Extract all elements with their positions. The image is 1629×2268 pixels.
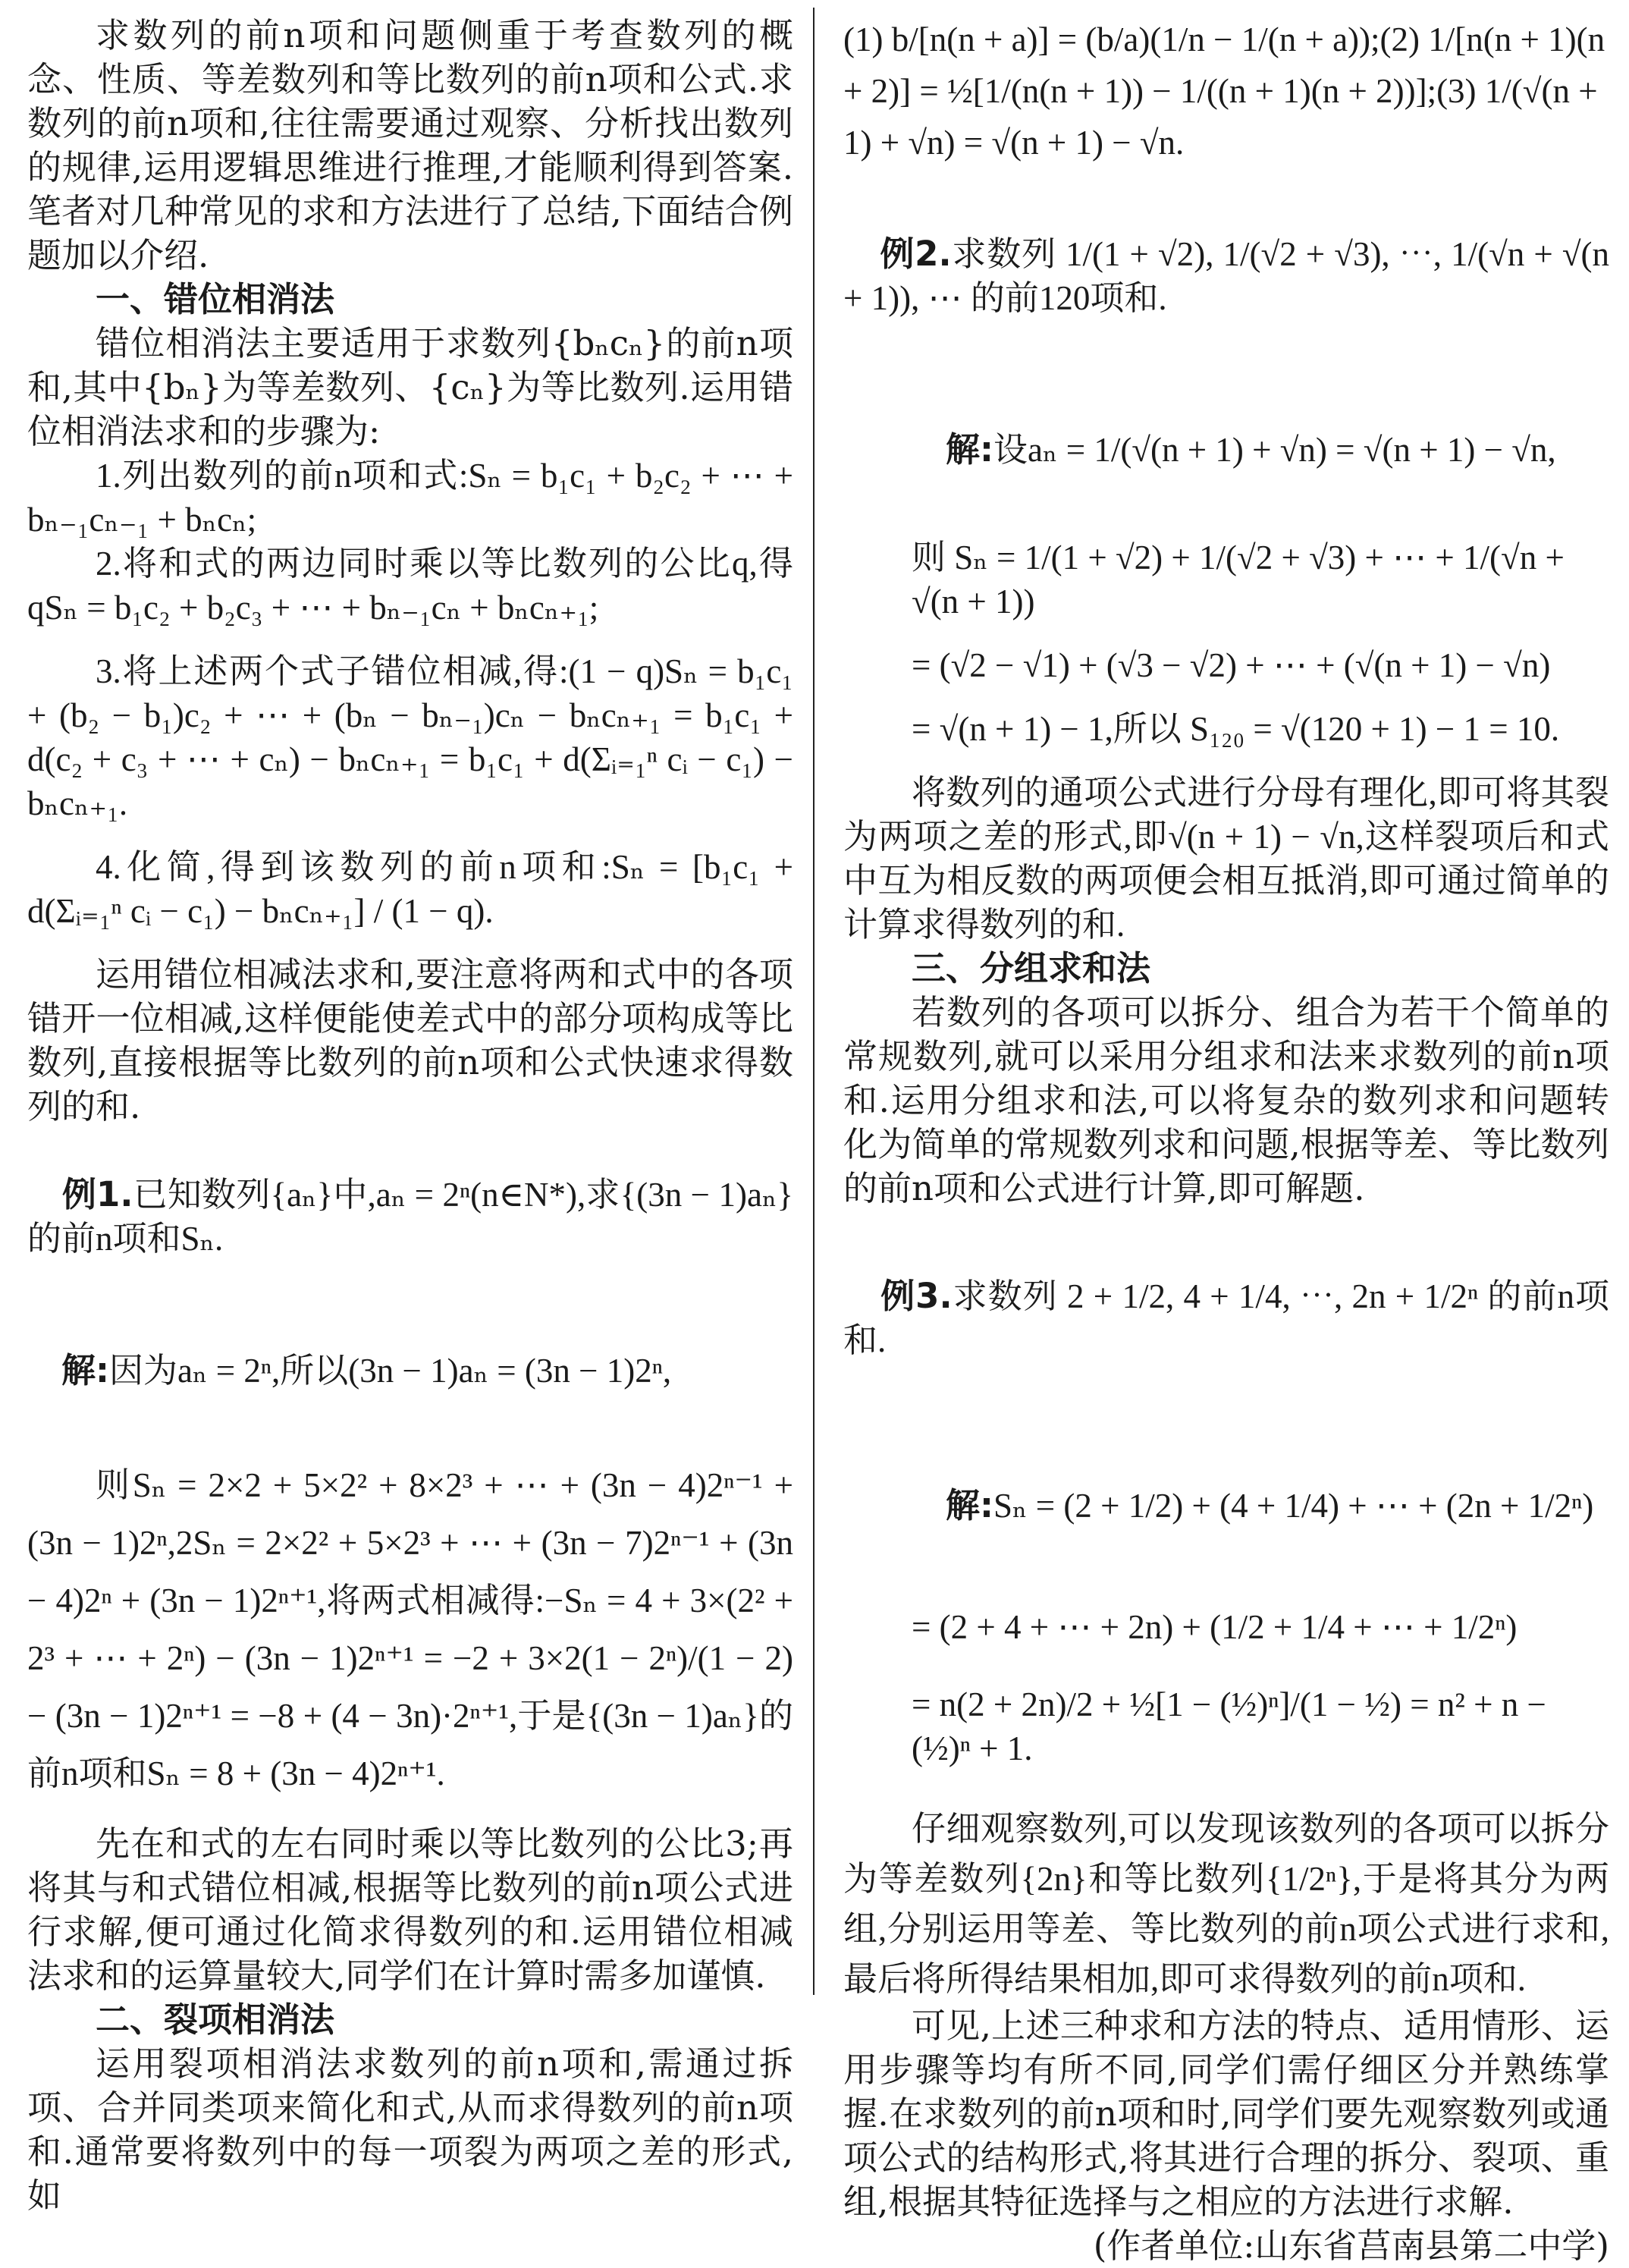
solution-label-2: 解: [946,429,993,470]
author-affiliation: (作者单位:山东省莒南县第二中学) [1093,2226,1609,2266]
example-2-commentary: 将数列的通项公式进行分母有理化,即可将其裂为两项之差的形式,即√(n + 1) − √n,这样裂项后和式中互为相反数的两项便会相互抵消,即可通过简单的计算求得数列的和. [843,774,1609,944]
example-3-result-line: = n(2 + 2n)/2 + ½[1 − (½)ⁿ]/(1 − ½) = n² + n − (½)ⁿ + 1. [912,1685,1555,1767]
example-1-solution-line-1 [27,1305,793,1437]
example-3-label: 例3. [880,1276,953,1316]
example-1-label: 例1. [61,1174,133,1214]
example-3-regroup-line: = (2 + 4 + ⋯ + 2n) + (1/2 + 1/4 + ⋯ + 1/2ⁿ) [912,1608,1518,1646]
example-2-solution-start: 设aₙ = 1/(√(n + 1) + √n) = √(n + 1) − √n, [993,431,1556,469]
example-3 [843,1230,1609,1406]
right-column [843,14,1618,2268]
example-1-commentary: 先在和式的左右同时乘以等比数列的公比3;再将其与和式错位相减,根据等比数列的前n项公式进行求解,便可通过化简求得数列的和.运用错位相减法求和的运算量较大,同学们在计算时需多加谨慎. [27,1824,793,1996]
step-2: 2.将和式的两边同时乘以等比数列的公比q,得qSₙ = b₁c₂ + b₂c₃ + ⋯ + bₙ₋₁cₙ + bₙcₙ₊₁; [27,545,793,627]
step-1: 1.列出数列的前n项和式:Sₙ = b₁c₁ + b₂c₂ + ⋯ + bₙ₋₁cₙ₋₁ + bₙcₙ; [27,457,802,539]
example-2-telescope-line: = (√2 − √1) + (√3 − √2) + ⋯ + (√(n + 1) − √n) [912,646,1551,684]
example-3-solution-start: Sₙ = (2 + 1/2) + (4 + 1/4) + ⋯ + (2n + 1/2ⁿ) [993,1487,1594,1525]
section-heading-2: 二、裂项相消法 [96,1999,335,2040]
section1-paragraph: 错位相消法主要适用于求数列{bₙcₙ}的前n项和,其中{bₙ}为等差数列、{cₙ}为等比数列.运用错位相消法求和的步骤为: [27,323,793,451]
example-1 [27,1129,793,1305]
example-2-label: 例2. [880,234,952,274]
section2-paragraph: 运用裂项相消法求数列的前n项和,需通过拆项、合并同类项来简化和式,从而求得数列的前n项和.通常要将数列中的每一项裂为两项之差的形式,如 [27,2043,793,2216]
example-1-text: 已知数列{aₙ}中,aₙ = 2ⁿ(n∈N*),求{(3n − 1)aₙ}的前n项和Sₙ. [27,1176,794,1258]
solution-label: 解: [61,1350,109,1390]
example-1-solution-derivation: 则Sₙ = 2×2 + 5×2² + 8×2³ + ⋯ + (3n − 4)2ⁿ⁻¹ + (3n − 1)2ⁿ,2Sₙ = 2×2² + 5×2³ + ⋯ + (3n − 7)2ⁿ⁻¹ + (3n − 4)2ⁿ + (3n − 1)2ⁿ⁺¹,将两式相减得:−Sₙ = 4 + 3×(2² + 2³ + ⋯ + 2ⁿ) − (3n − 1)2ⁿ⁺¹ = −2 + 3×2(1 − 2ⁿ)/(1 − 2) − (3n − 1)2ⁿ⁺¹ = −8 + (4 − 3n)·2ⁿ⁺¹,于是{(3n − 1)aₙ}的前n项和Sₙ = 8 + (3n − 4)2ⁿ⁺¹. [27,1466,802,1792]
section1-summary: 运用错位相减法求和,要注意将两和式中的各项错开一位相减,这样便能使差式中的部分项构成等比数列,直接根据等比数列的前n项和公式快速求得数列的和. [27,954,793,1126]
example-3-text: 求数列 2 + 1/2, 4 + 1/4, ⋯, 2n + 1/2ⁿ 的前n项和. [843,1277,1610,1359]
section-heading-3: 三、分组求和法 [912,948,1151,988]
example-3-commentary: 仔细观察数列,可以发现该数列的各项可以拆分为等差数列{2n}和等比数列{1/2ⁿ},于是将其分为两组,分别运用等差、等比数列的前n项公式进行求和,最后将所得结果相加,即可求得数列的前n项和. [843,1810,1609,1998]
intro-paragraph: 求数列的前n项和问题侧重于考查数列的概念、性质、等差数列和等比数列的前n项和公式.求数列的前n项和,往往需要通过观察、分析找出数列的规律,运用逻辑思维进行推理,才能顺利得到答案.笔者对几种常见的求和方法进行了总结,下面结合例题加以介绍. [27,15,793,275]
solution-label-3: 解: [946,1485,993,1525]
example-2 [843,188,1618,364]
step-3: 3.将上述两个式子错位相减,得:(1 − q)Sₙ = b₁c₁ + (b₂ − b₁)c₂ + ⋯ + (bₙ − bₙ₋₁)cₙ − bₙcₙ₊₁ = b₁c₁ + d(c₂ + c₃ + ⋯ + cₙ) − bₙcₙ₊₁ = b₁c₁ + d(Σᵢ₌₁ⁿ cᵢ − c₁) − bₙcₙ₊₁. [27,652,802,822]
example-2-solution-line-1 [843,384,1609,516]
left-column [27,14,802,2218]
section3-paragraph: 若数列的各项可以拆分、组合为若干个简单的常规数列,就可以采用分组求和法来求数列的前n项和.运用分组求和法,可以将复杂的数列求和问题转化为简单的常规数列求和问题,根据等差、等比数列的前n项和公式进行计算,即可解题. [843,992,1609,1208]
example-1-solution-start: 因为aₙ = 2ⁿ,所以(3n − 1)aₙ = (3n − 1)2ⁿ, [109,1352,672,1390]
section-heading-1: 一、错位相消法 [96,279,335,319]
example-3-solution-line-1 [843,1440,1609,1572]
example-2-result-line: = √(n + 1) − 1,所以 S₁₂₀ = √(120 + 1) − 1 = 10. [912,710,1560,748]
split-formulas: (1) b/[n(n + a)] = (b/a)(1/n − 1/(n + a));(2) 1/[n(n + 1)(n + 2)] = ½[1/(n(n + 1)) − 1/((n + 1)(n + 2))];(3) 1/(√(n + 1) + √n) = √(n + 1) − √n. [843,20,1614,162]
column-divider [813,8,814,1995]
example-2-sum-line: 则 Sₙ = 1/(1 + √2) + 1/(√2 + √3) + ⋯ + 1/(√n + √(n + 1)) [912,539,1574,620]
step-4: 4.化简,得到该数列的前n项和:Sₙ = [b₁c₁ + d(Σᵢ₌₁ⁿ cᵢ − c₁) − bₙcₙ₊₁] / (1 − q). [27,848,802,930]
conclusion-paragraph: 可见,上述三种求和方法的特点、适用情形、运用步骤等均有所不同,同学们需仔细区分并熟练掌握.在求数列的前n项和时,同学们要先观察数列或通项公式的结构形式,将其进行合理的拆分、裂项、重组,根据其特征选择与之相应的方法进行求解. [843,2006,1609,2222]
example-2-text: 求数列 1/(1 + √2), 1/(√2 + √3), ⋯, 1/(√n + √(n + 1)), ⋯ 的前120项和. [843,235,1618,317]
